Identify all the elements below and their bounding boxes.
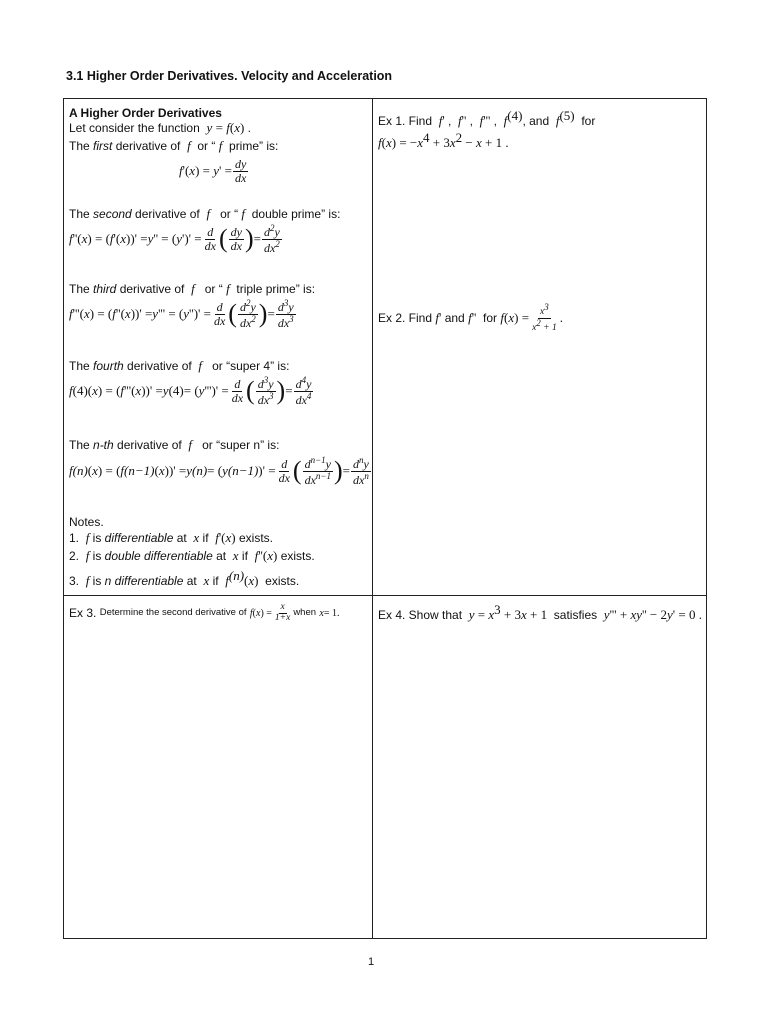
page-number: 1 — [368, 956, 375, 968]
first-derivative-line: The first derivative of f or “ f prime” is: — [69, 138, 279, 153]
ex1-question: Ex 1. Find f' , f'' , f''' , $f^{(4)}$, and $f^{(5)}$ for — [378, 108, 596, 128]
nth-derivative-line: The n-th derivative of f or “super n” is: — [69, 437, 280, 452]
second-derivative-formula: f ''( x ) = ( f '( x ))' = y '' = ( y ')' = $\frac{d}{dx}$ ( $\frac{dy}{dx}$ ) = $\frac{d^2y}{dx^2}$ — [69, 223, 280, 255]
intro-line: Let consider the function y = f(x) . — [69, 120, 252, 135]
second-derivative-line: The second derivative of f or “ f double prime” is: — [69, 206, 341, 221]
note-3: 3. f is n differentiable at x if $f^{(n)}(x)$ exists. — [69, 568, 300, 588]
first-derivative-formula: f '( x ) = y ' = $\frac{dy}{dx}$ — [179, 157, 247, 185]
nth-derivative-formula: f (n) ( x ) = ( f (n−1) ( x ))' = y (n) = ( y (n−1) )' = $\frac{d}{dx}$ ( $\frac{d^{n-1}y}{dx^{n-1}}$ ) = $\frac{d^ny}{dx^n}$ — [69, 455, 369, 487]
third-derivative-line: The third derivative of f or “ f triple prime” is: — [69, 281, 316, 296]
ex3-question: Ex 3. Determine the second derivative of f ( x ) = $\frac{x}{1+x}$ when x = 1. — [69, 602, 340, 623]
fourth-derivative-formula: f (4) ( x ) = ( f '''( x ))' = y (4) = ( y ''')' = $\frac{d}{dx}$ ( $\frac{d^3y}{dx^3}$ ) = $\frac{d^4y}{dx^4}$ — [69, 375, 312, 407]
page-title: 3.1 Higher Order Derivatives. Velocity and Acceleration — [66, 69, 393, 83]
worksheet-grid — [63, 98, 707, 939]
third-derivative-formula: f '''( x ) = ( f ''( x ))' = y ''' = ( y '')' = $\frac{d}{dx}$ ( $\frac{d^2y}{dx^2}$ ) = $\frac{d^3y}{dx^3}$ — [69, 298, 294, 330]
example-1 — [378, 108, 703, 168]
section-a — [69, 106, 369, 594]
example-4 — [378, 602, 703, 632]
example-3 — [69, 603, 369, 643]
section-a-heading: A Higher Order Derivatives — [69, 106, 222, 120]
ex1-function: $f(x) = -x^4 + 3x^2 - x + 1$ . — [378, 130, 509, 150]
ex2-question: Ex 2. Find f ' and f '' for f ( x ) = $\frac{x^3}{x^2 + 1}$ . — [378, 302, 563, 334]
example-2 — [378, 303, 703, 343]
fourth-derivative-line: The fourth derivative of f or “super 4” is: — [69, 358, 290, 373]
note-2: 2. f is double differentiable at x if f''(x) exists. — [69, 548, 315, 563]
ex4-question: Ex 4. Show that $y = x^3 + 3x + 1$ satisfies y''' + xy'' − 2y' = 0 . — [378, 602, 702, 622]
note-1: 1. f is differentiable at x if f'(x) exists. — [69, 530, 273, 545]
column-divider — [372, 99, 373, 938]
row-divider — [64, 595, 706, 596]
notes-label: Notes. — [69, 515, 104, 529]
